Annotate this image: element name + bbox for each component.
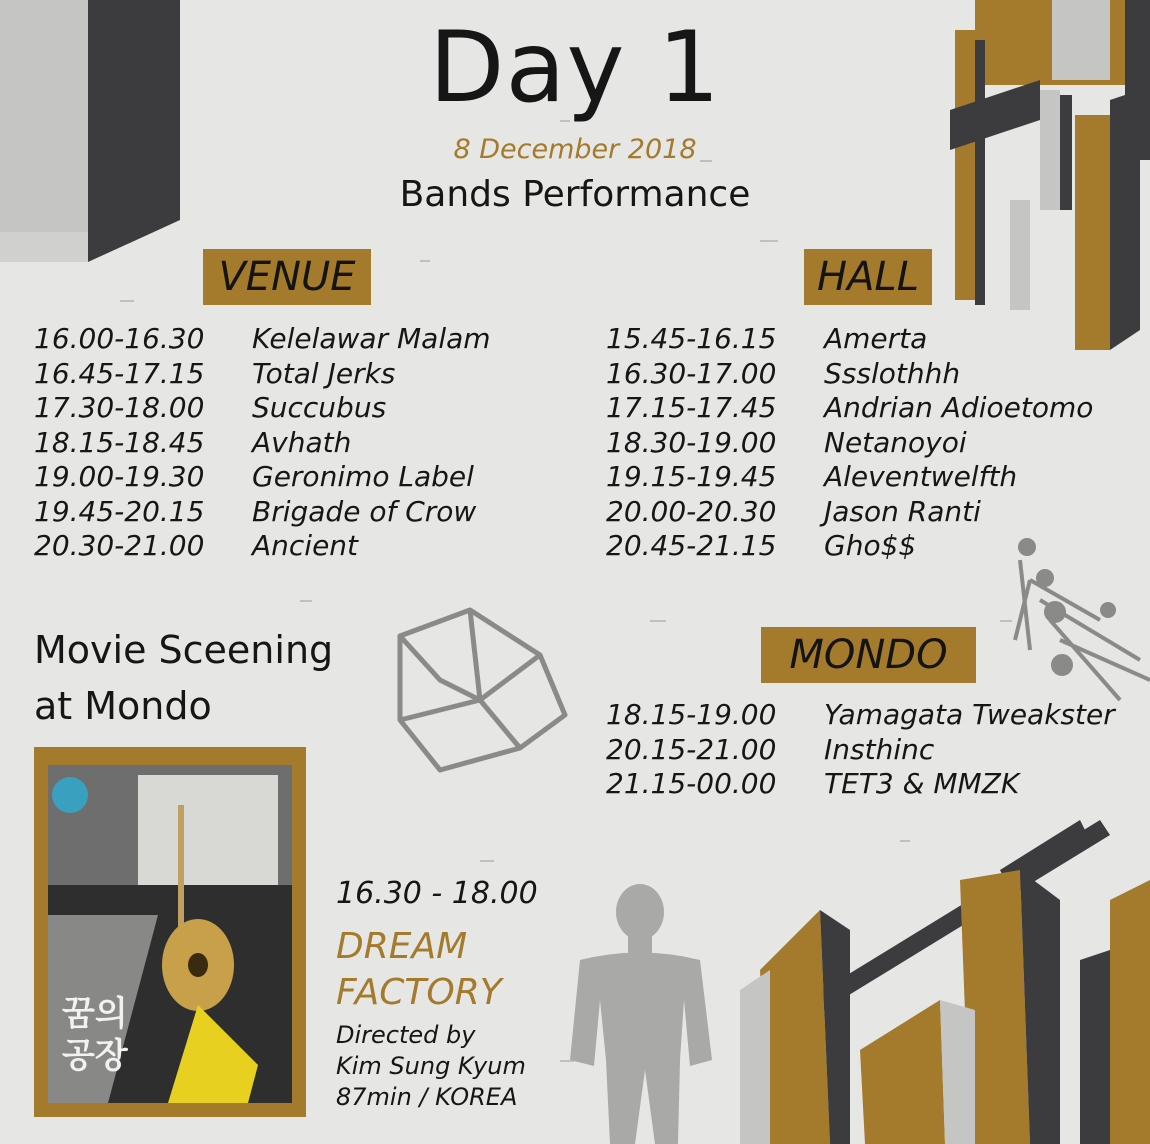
slot-time: 19.15-19.45 (606, 460, 777, 493)
schedule-row (606, 391, 1093, 426)
band-name: Jason Ranti (824, 494, 981, 528)
slot-time: 18.15-18.45 (34, 425, 205, 459)
section-subtitle: Bands Performance (399, 174, 751, 215)
poster-title (62, 993, 128, 1077)
slot-time: 16.45-17.15 (34, 356, 205, 390)
slot-time: 21.15-00.00 (606, 767, 777, 800)
band-name: Andrian Adioetomo (824, 391, 1094, 424)
mondo-label: MONDO (761, 627, 976, 683)
venue-schedule (34, 322, 491, 564)
schedule-row (606, 460, 1093, 495)
schedule-row (606, 698, 1115, 733)
band-name: Avhath (252, 425, 352, 459)
slot-time: 17.30-18.00 (34, 391, 205, 424)
movie-poster-frame (34, 747, 306, 1117)
band-name: Aleventwelfth (824, 460, 1018, 493)
venue-label: VENUE (203, 249, 371, 305)
schedule-row (34, 426, 491, 461)
event-date: 8 December 2018 (453, 134, 697, 165)
mondo-schedule (606, 698, 1115, 802)
human-silhouette (570, 884, 712, 1144)
movie-title (336, 924, 502, 1016)
band-name: Yamagata Tweakster (824, 698, 1115, 731)
movie-heading (34, 622, 333, 734)
schedule-row (606, 733, 1115, 768)
slot-time: 19.00-19.30 (34, 460, 205, 493)
page-title: Day 1 (428, 11, 721, 125)
wireframe-polyhedron (400, 610, 565, 770)
movie-credit-line: Directed by (336, 1021, 476, 1049)
hall-schedule (606, 322, 1093, 564)
movie-credit-line: Kim Sung Kyum (336, 1052, 526, 1080)
schedule-row (606, 529, 1093, 564)
band-name: Gho$$ (824, 529, 917, 562)
schedule-row (606, 495, 1093, 530)
movie-heading-line: Movie Sceening (34, 628, 334, 672)
slot-time: 20.15-21.00 (606, 732, 777, 766)
movie-credit-line: 87min / KOREA (336, 1083, 518, 1111)
poster-title-line: 공장 (62, 1036, 128, 1076)
band-name: Succubus (252, 391, 387, 424)
band-name: Insthinc (824, 732, 935, 766)
schedule-row (606, 322, 1093, 357)
schedule-row (34, 391, 491, 426)
schedule-row (606, 426, 1093, 461)
schedule-row (606, 767, 1115, 802)
band-name: Total Jerks (252, 356, 396, 390)
slot-time: 20.00-20.30 (606, 494, 777, 528)
schedule-row (34, 322, 491, 357)
movie-title-line: FACTORY (336, 972, 502, 1013)
movie-heading-line: at Mondo (34, 684, 212, 728)
schedule-row (34, 460, 491, 495)
schedule-row (34, 495, 491, 530)
poster-title-line: 꿈의 (62, 994, 128, 1034)
pins-decoration (1015, 540, 1150, 700)
movie-poster-image (48, 765, 292, 1103)
band-name: Netanoyoi (824, 425, 967, 459)
movie-credits (336, 1020, 526, 1113)
schedule-row (34, 357, 491, 392)
band-name: Ancient (252, 529, 359, 562)
slot-time: 16.30-17.00 (606, 356, 777, 390)
band-name: Amerta (824, 322, 928, 355)
band-name: Geronimo Label (252, 460, 474, 493)
movie-title-line: DREAM (336, 926, 468, 967)
slot-time: 15.45-16.15 (606, 322, 777, 355)
slot-time: 19.45-20.15 (34, 494, 205, 528)
slot-time: 17.15-17.45 (606, 391, 777, 424)
slot-time: 18.30-19.00 (606, 425, 777, 459)
slot-time: 20.45-21.15 (606, 529, 777, 562)
band-name: Ssslothhh (824, 356, 961, 390)
band-name: TET3 & MMZK (824, 767, 1020, 800)
hall-label: HALL (804, 249, 932, 305)
slot-time: 16.00-16.30 (34, 322, 205, 355)
movie-time: 16.30 - 18.00 (336, 876, 538, 911)
schedule-row (34, 529, 491, 564)
blocks-bottom-right (740, 820, 1150, 1144)
slot-time: 18.15-19.00 (606, 698, 777, 731)
slot-time: 20.30-21.00 (34, 529, 205, 562)
schedule-row (606, 357, 1093, 392)
band-name: Brigade of Crow (252, 494, 477, 528)
band-name: Kelelawar Malam (252, 322, 491, 355)
